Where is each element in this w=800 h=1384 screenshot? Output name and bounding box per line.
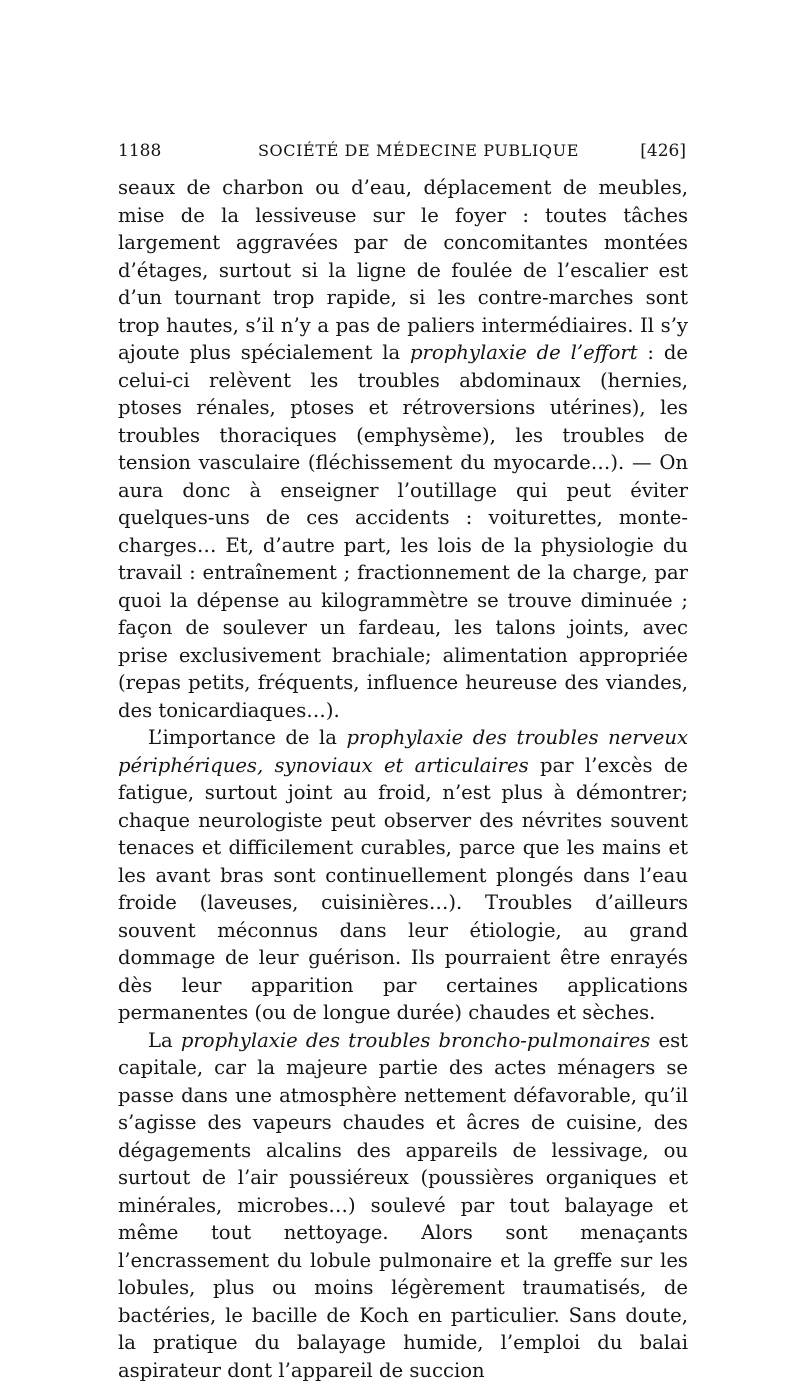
- section-number: [426]: [640, 138, 686, 164]
- paragraph: [118, 724, 688, 1027]
- body-text: [118, 174, 688, 1384]
- text-run: : de celui-ci relèvent les troubles abdominaux (hernies, ptoses rénales, ptoses et rétroversions utérines), les troubles thoraciques (emphysème), les troubles de tension vasculaire (fléchissement du myocarde…). — On aura donc à enseigner l’outillage qui peut éviter quelques-uns de ces accidents : voiturettes, monte-charges… Et, d’autre part, les lois de la physiologie du travail : entraînement ; fractionnement de la charge, par quoi la dépense au kilogrammètre se trouve diminuée ; façon de soulever un fardeau, les talons joints, avec prise exclusivement brachiale; alimentation appropriée (repas petits, fréquents, influence heureuse des viandes, des tonicardiaques…).: [118, 341, 688, 722]
- paragraph: [118, 1027, 688, 1384]
- italic-run: prophylaxie des troubles broncho-pulmonaires: [181, 1029, 650, 1052]
- text-run: est capitale, car la majeure partie des actes ménagers se passe dans une atmosphère nettement défavorable, qu’il s’agisse des vapeurs chaudes et âcres de cuisine, des dégagements alcalins des appareils de lessivage, ou surtout de l’air poussiéreux (poussières organiques et minérales, microbes…) soulevé par tout balayage et même tout nettoyage. Alors sont menaçants l’encrassement du lobule pulmonaire et la greffe sur les lobules, plus ou moins légèrement traumatisés, de bactéries, le bacille de Koch en particulier. Sans doute, la pratique du balayage humide, l’emploi du balai aspirateur dont l’appareil de succion: [118, 1029, 688, 1382]
- running-title: SOCIÉTÉ DE MÉDECINE PUBLIQUE: [258, 138, 579, 164]
- text-run: par l’excès de fatigue, surtout joint au froid, n’est plus à démontrer; chaque neurologiste peut observer des névrites souvent tenaces et difficilement curables, parce que les mains et les avant bras sont continuellement plongés dans l’eau froide (laveuses, cuisinières…). Troubles d’ailleurs souvent méconnus dans leur étiologie, au grand dommage de leur guérison. Ils pourraient être enrayés dès leur apparition par certaines applications permanentes (ou de longue durée) chaudes et sèches.: [118, 754, 688, 1025]
- paragraph: [118, 174, 688, 724]
- italic-run: prophylaxie de l’effort: [410, 341, 638, 364]
- italic-run: prophylaxie des troubles nerveux périphériques, synoviaux et articulaires: [118, 726, 688, 777]
- page-number: 1188: [118, 138, 161, 164]
- text-run: L’importance de la: [148, 726, 346, 749]
- running-header: [118, 138, 686, 164]
- text-run: La: [148, 1029, 181, 1052]
- text-run: seaux de charbon ou d’eau, déplacement de meubles, mise de la lessiveuse sur le foyer : toutes tâches largement aggravées par de concomitantes montées d’étages, surtout si la ligne de foulée de l’escalier est d’un tournant trop rapide, si les contre-marches sont trop hautes, s’il n’y a pas de paliers intermédiaires. Il s’y ajoute plus spécialement la: [118, 176, 688, 364]
